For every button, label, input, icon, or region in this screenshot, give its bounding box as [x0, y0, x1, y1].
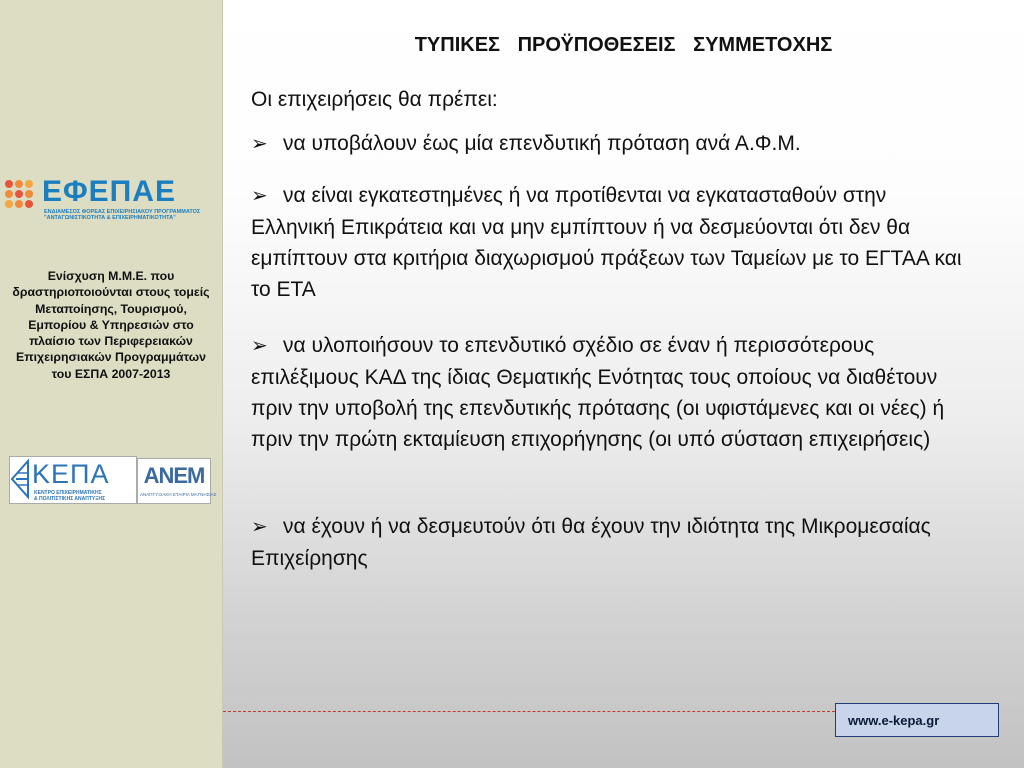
slide-title: ΤΥΠΙΚΕΣ ΠΡΟΫΠΟΘΕΣΕΙΣ ΣΥΜΜΕΤΟΧΗΣ: [414, 34, 833, 56]
website-url[interactable]: www.e-kepa.gr: [848, 713, 940, 728]
kepa-logo: [9, 456, 137, 504]
arrow-bullet-icon: ➢: [251, 185, 268, 207]
bullet-item: [251, 330, 971, 455]
bullet-text: να υποβάλουν έως μία επενδυτική πρόταση ανά Α.Φ.Μ.: [283, 132, 801, 155]
footer-divider: [223, 711, 835, 712]
arrow-bullet-icon: ➢: [251, 133, 268, 155]
arrow-bullet-icon: ➢: [251, 335, 268, 357]
kepa-logo-name: ΚΕΠΑ: [32, 459, 110, 489]
anem-logo-subtitle: ΑΝΑΠΤΥΞΙΑΚΗ ΕΤΑΙΡΙΑ ΜΑΓΝΗΣΙΑΣ: [140, 492, 217, 497]
efepae-logo-subtitle: "ΑΝΤΑΓΩΝΙΣΤΙΚΟΤΗΤΑ & ΕΠΙΧΕΙΡΗΜΑΤΙΚΟΤΗΤΑ": [44, 215, 176, 221]
arrow-bullet-icon: ➢: [251, 516, 268, 538]
bullet-item: [251, 180, 971, 305]
kepa-logo-subtitle: ΚΕΝΤΡΟ ΕΠΙΧΕΙΡΗΜΑΤΙΚΗΣ: [34, 490, 102, 496]
intro-text: Οι επιχειρήσεις θα πρέπει:: [251, 88, 498, 111]
efepae-logo: [4, 175, 201, 222]
bullet-item: [251, 511, 971, 574]
efepae-logo-subtitle: ΕΝΔΙΑΜΕΣΟΣ ΦΟΡΕΑΣ ΕΠΙΧΕΙΡΗΣΙΑΚΟΥ ΠΡΟΓΡΑΜΜΑΤΟΣ: [44, 209, 201, 215]
anem-logo: [137, 458, 217, 504]
program-description: Ενίσχυση Μ.Μ.Ε. που δραστηριοποιούνται στους τομείς Μεταποίησης, Τουρισμού, Εμπορίου & Υπηρεσιών στο πλαίσιο των Περιφερειακών Επιχειρησιακών Προγραμμάτων του ΕΣΠΑ 2007-2013: [12, 269, 210, 381]
bullet-text: να έχουν ή να δεσμευτούν ότι θα έχουν την ιδιότητα της Μικρομεσαίας Επιχείρησης: [251, 515, 931, 570]
efepae-dots-icon: [4, 178, 40, 214]
bullet-item: [251, 128, 971, 160]
sidebar: [0, 0, 223, 768]
anem-logo-name: ΑΝΕΜ: [143, 463, 205, 488]
kepa-arrow-icon: [10, 457, 32, 501]
website-link[interactable]: [835, 703, 999, 737]
kepa-logo-subtitle: & ΠΟΛΙΤΙΣΤΙΚΗΣ ΑΝΑΠΤΥΞΗΣ: [34, 496, 106, 502]
bullet-text: να είναι εγκατεστημένες ή να προτίθενται να εγκατασταθούν στην Ελληνική Επικράτεια και να μην εμπίπτουν ή να δεσμεύονται ότι δεν θα εμπίπτουν στα κριτήρια διαχωρισμού πράξεων των Ταμείων με το ΕΓΤΑΑ και το ΕΤΑ: [251, 184, 962, 301]
slide-content: [223, 0, 1024, 768]
efepae-logo-name: ΕΦΕΠΑΕ: [42, 175, 176, 208]
bullet-text: να υλοποιήσουν το επενδυτικό σχέδιο σε έναν ή περισσότερους επιλέξιμους ΚΑΔ της ίδιας Θεματικής Ενότητας τους οποίους να διαθέτουν πριν την υποβολή της επενδυτικής πρότασης (οι υφιστάμενες και οι νέες) ή πριν την πρώτη εκταμίευση επιχορήγησης (οι υπό σύσταση επιχειρήσεις): [251, 334, 945, 451]
